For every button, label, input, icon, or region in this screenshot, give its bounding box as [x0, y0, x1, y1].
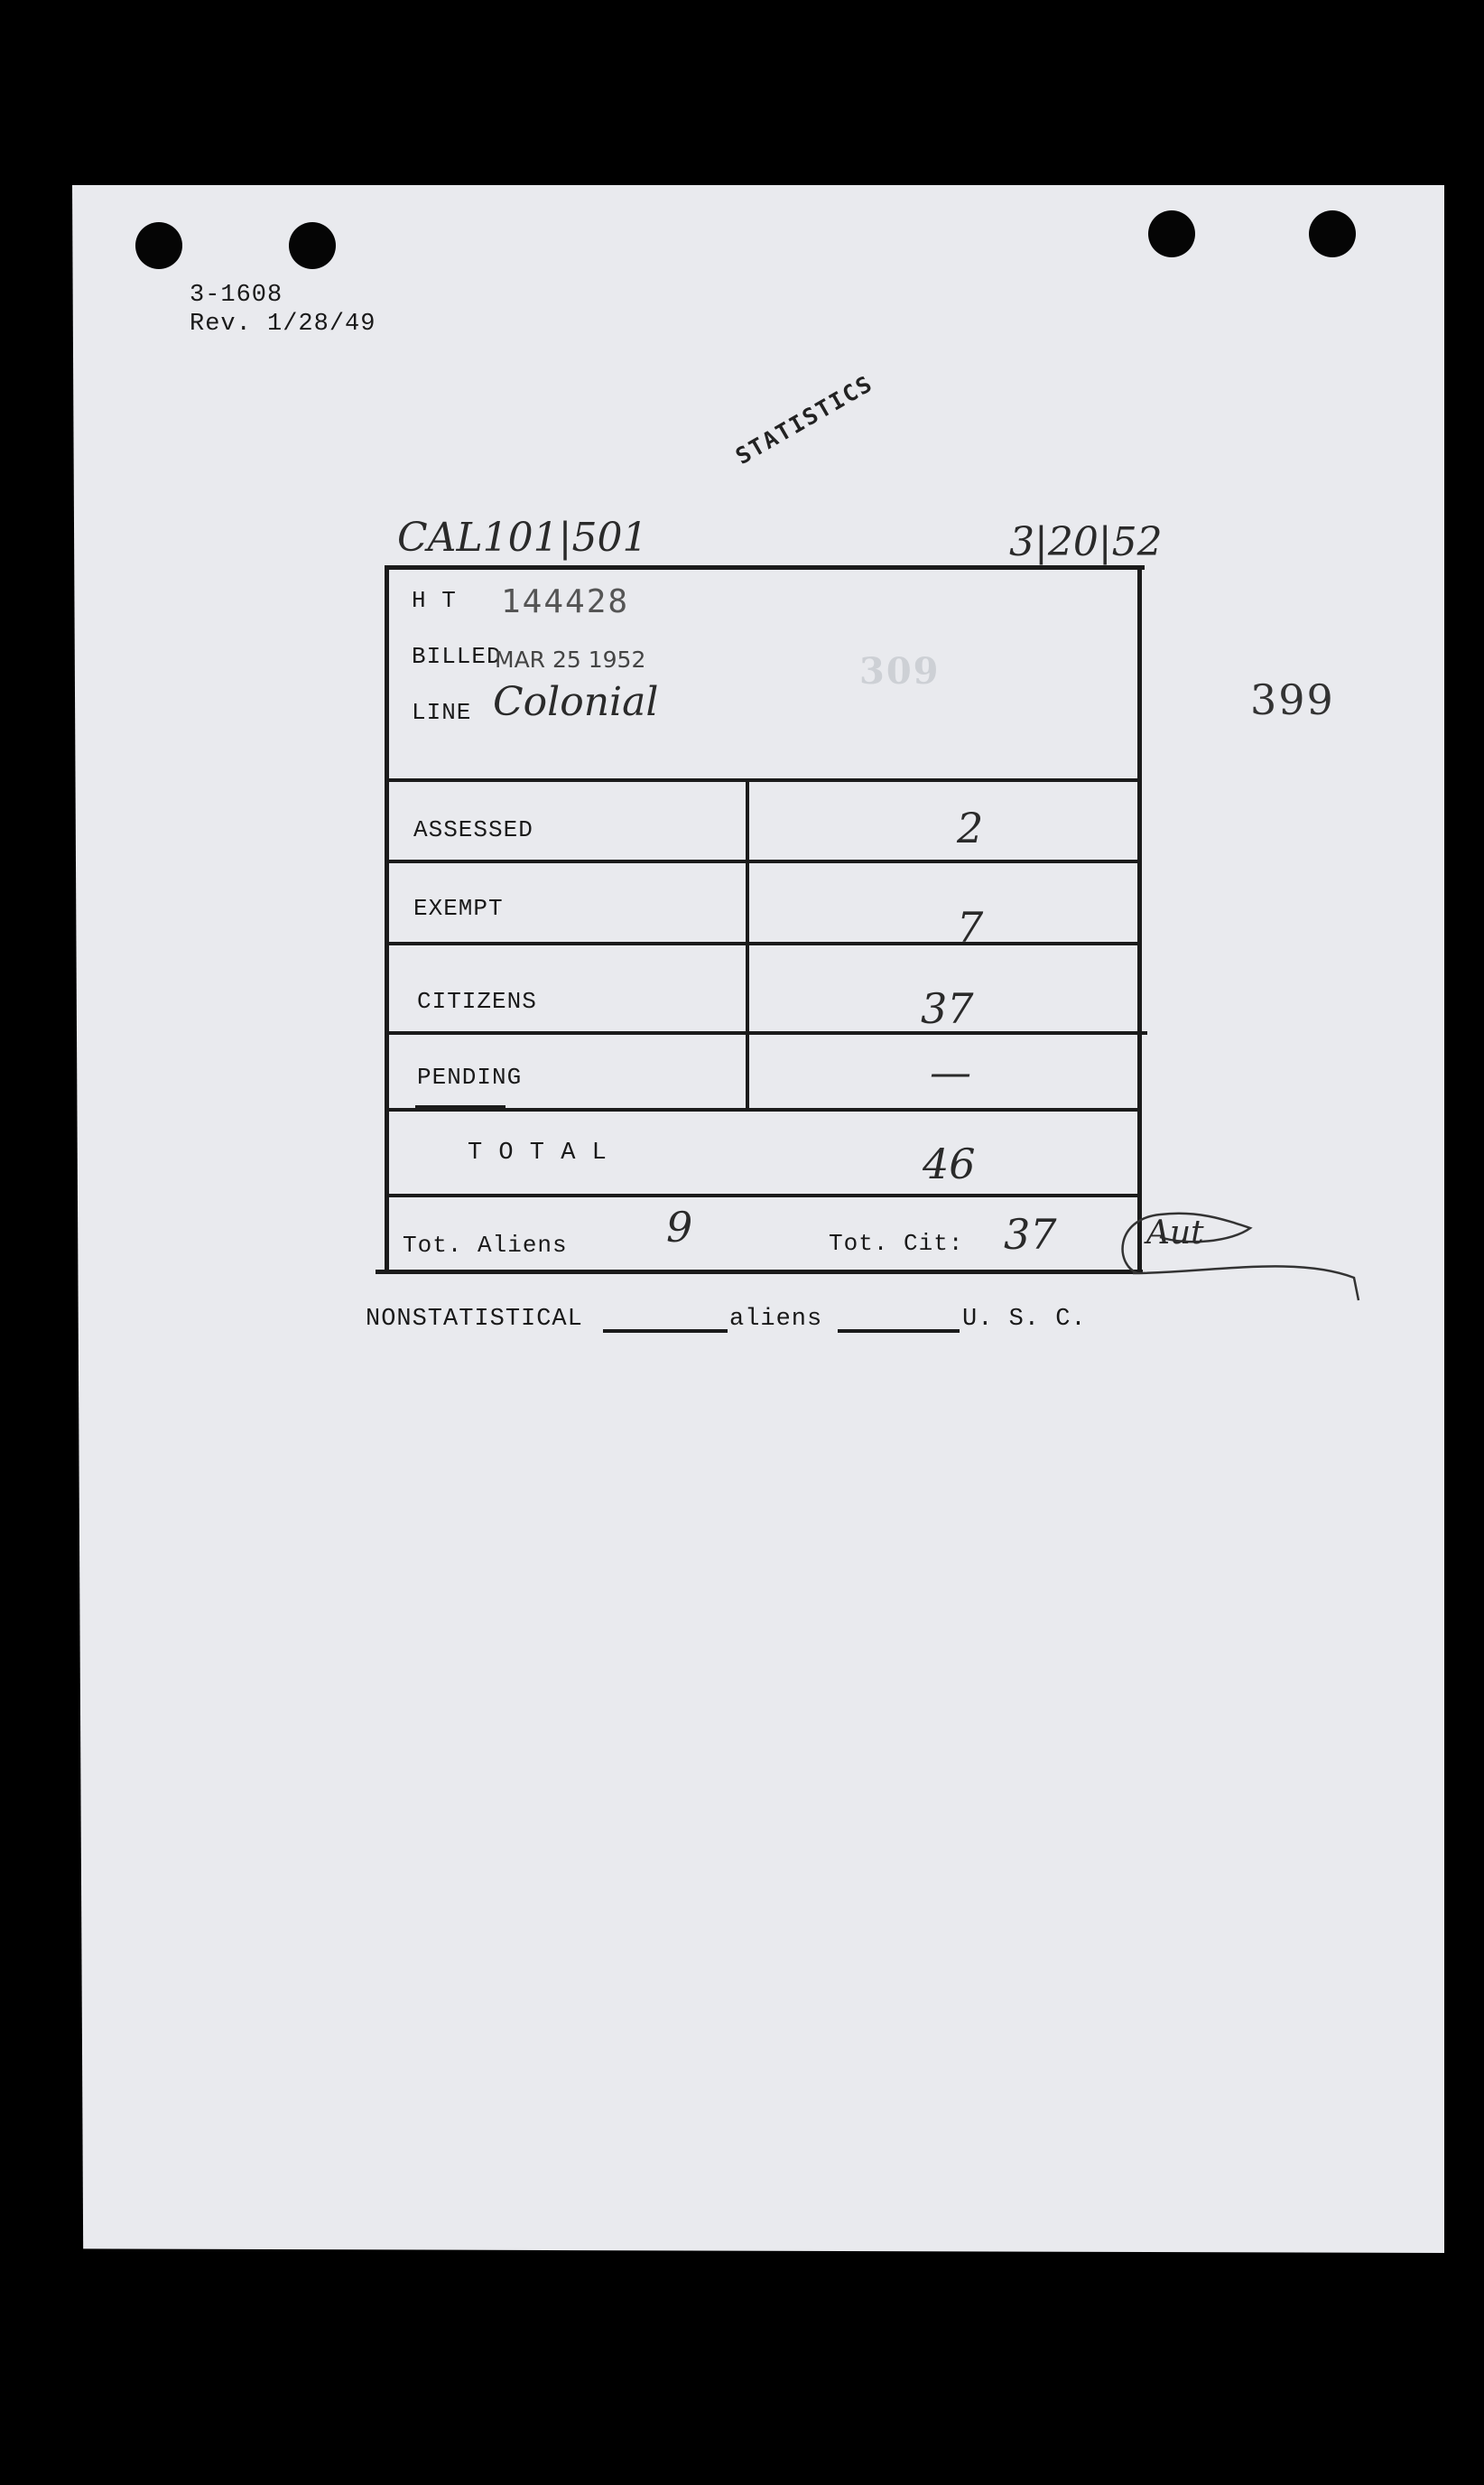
row-label-pending: PENDING — [417, 1064, 523, 1091]
table-divider — [385, 1194, 1142, 1197]
form-revision: Rev. 1/28/49 — [190, 311, 376, 338]
form-number: 3-1608 — [190, 282, 283, 309]
billed-date-stamp: MAR 25 1952 — [495, 647, 646, 673]
nonstatistical-label: NONSTATISTICAL — [366, 1306, 583, 1333]
table-column-divider — [746, 778, 749, 1109]
tot-aliens-label: Tot. Aliens — [403, 1232, 568, 1259]
billed-label: BILLED — [412, 643, 502, 670]
table-divider — [385, 860, 1142, 863]
table-divider — [385, 942, 1142, 945]
table-border-bottom — [376, 1270, 1143, 1274]
punch-hole — [289, 222, 336, 269]
nonstatistical-blank — [603, 1329, 728, 1333]
aliens-blank — [838, 1329, 960, 1333]
table-border-right — [1137, 565, 1142, 1274]
row-value-assessed: 2 — [957, 804, 984, 852]
total-value: 46 — [923, 1140, 976, 1188]
table-divider — [385, 778, 1142, 782]
punch-hole — [1309, 210, 1356, 257]
punch-hole — [1148, 210, 1195, 257]
tot-aliens-value: 9 — [666, 1203, 693, 1252]
page-number: 399 — [1250, 675, 1335, 724]
tot-cit-label: Tot. Cit: — [829, 1230, 964, 1257]
line-label: LINE — [412, 699, 472, 726]
initials-flourish — [1097, 1201, 1368, 1309]
table-border-left — [385, 565, 389, 1274]
row-value-exempt: 7 — [957, 903, 984, 952]
statistics-stamp: STATISTICS — [731, 369, 878, 470]
header-date: 3|20|52 — [1009, 519, 1163, 565]
row-label-citizens: CITIZENS — [417, 988, 537, 1015]
table-border-top — [386, 565, 1145, 570]
aliens-label: aliens — [729, 1306, 823, 1333]
row-value-citizens: 37 — [921, 984, 974, 1033]
table-divider — [385, 1031, 1147, 1035]
ht-value: 144428 — [501, 583, 630, 620]
tot-cit-value: 37 — [1004, 1210, 1057, 1259]
punch-hole — [135, 222, 182, 269]
row-label-assessed: ASSESSED — [413, 816, 533, 843]
total-label: T O T A L — [468, 1140, 608, 1167]
ghost-number: 309 — [859, 650, 941, 693]
row-label-exempt: EXEMPT — [413, 895, 504, 922]
line-value: Colonial — [493, 679, 659, 725]
header-code: CAL101|501 — [397, 515, 648, 561]
initials: Aut — [1146, 1215, 1204, 1252]
pending-underline — [415, 1105, 505, 1109]
row-value-pending: — — [930, 1047, 971, 1096]
usc-label: U. S. C. — [962, 1306, 1087, 1333]
ht-label: H T — [412, 587, 457, 614]
